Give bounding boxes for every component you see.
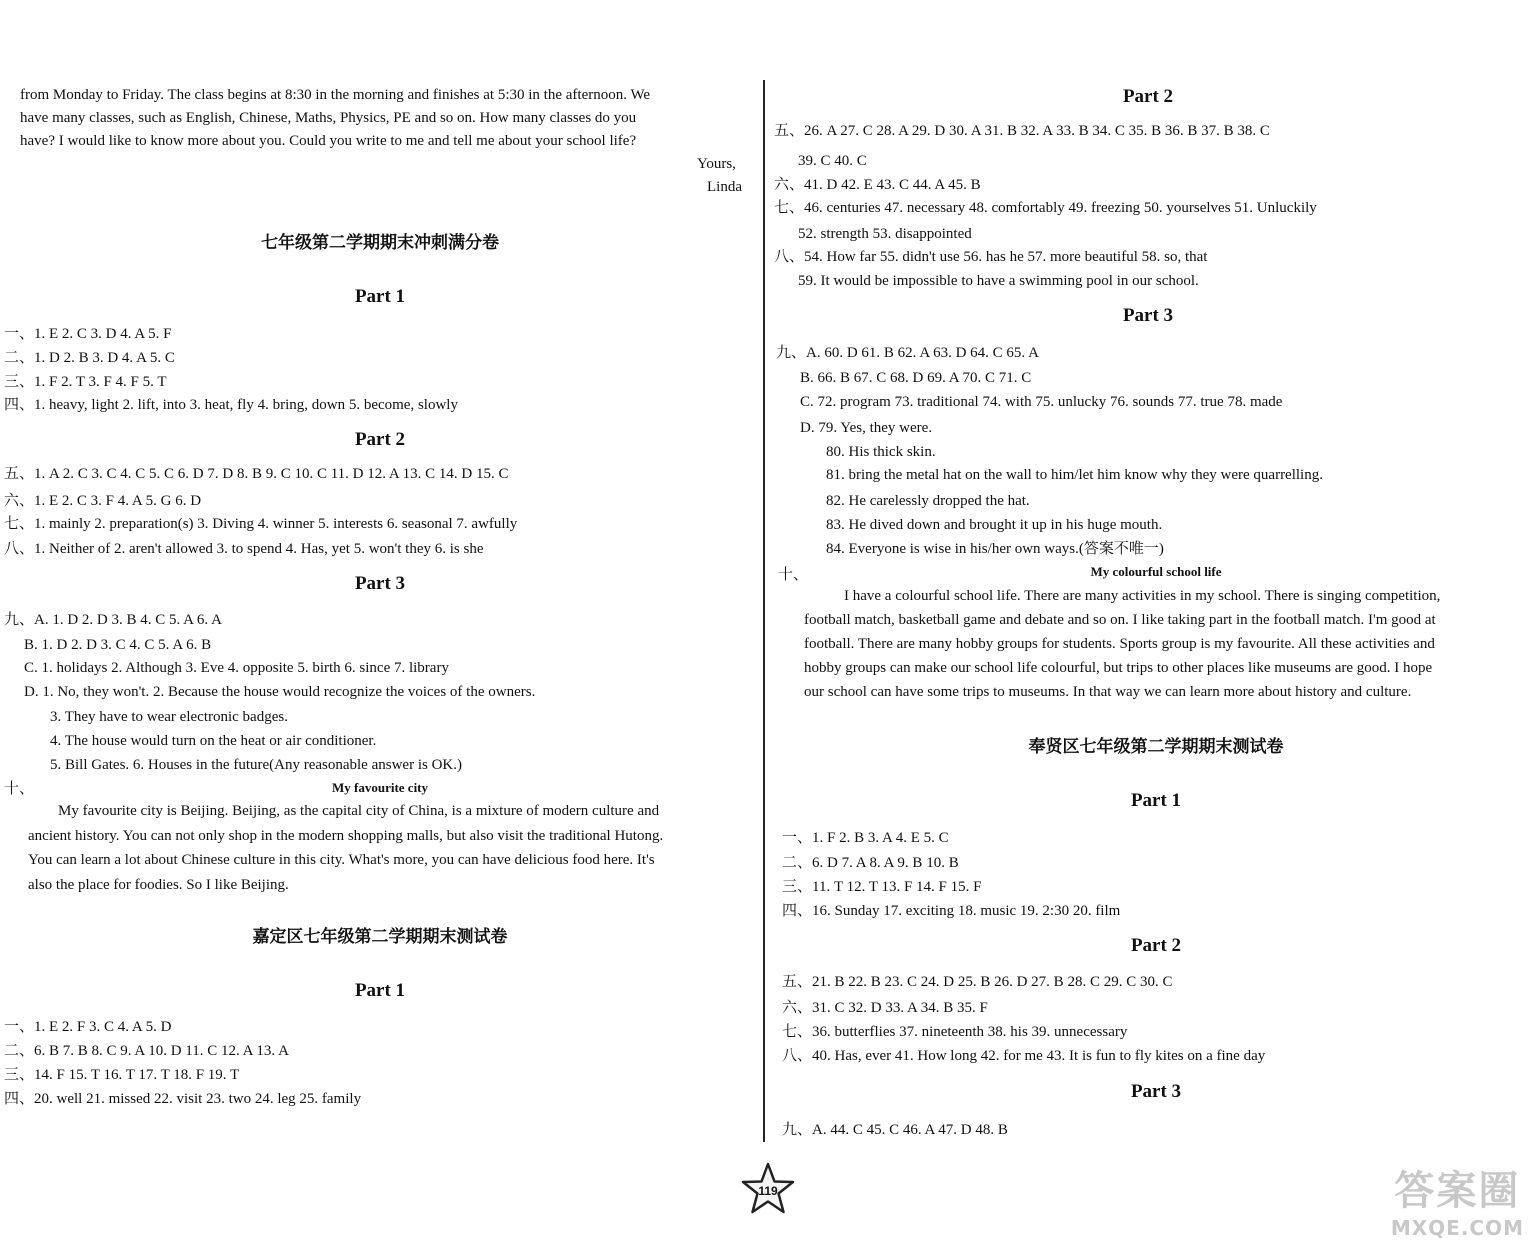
answer-line: 六、1. E 2. C 3. F 4. A 5. G 6. D xyxy=(4,493,202,509)
answer-line: 三、11. T 12. T 13. F 14. F 15. F xyxy=(782,879,982,895)
essay-line: football match, basketball game and debate and so on. I like taking part in the football match. I'm good at xyxy=(804,612,1436,628)
answer-line: 一、1. F 2. B 3. A 4. E 5. C xyxy=(782,830,949,846)
answer-line: 82. He carelessly dropped the hat. xyxy=(826,493,1030,509)
answer-line: 80. His thick skin. xyxy=(826,444,936,460)
test3-part1-heading: Part 1 xyxy=(1130,790,1182,811)
test1-part1-heading: Part 1 xyxy=(354,286,406,307)
answer-line: B. 1. D 2. D 3. C 4. C 5. A 6. B xyxy=(24,637,212,653)
essay-line: You can learn a lot about Chinese culture in this city. What's more, you can have delicious food here. It's xyxy=(28,852,655,868)
answer-line: 五、1. A 2. C 3. C 4. C 5. C 6. D 7. D 8. B 9. C 10. C 11. D 12. A 13. C 14. D 15. C xyxy=(4,466,509,482)
essay-marker: 十、 xyxy=(778,567,809,583)
test2-part1-heading: Part 1 xyxy=(354,980,406,1001)
essay-line: I have a colourful school life. There are many activities in my school. There is singing competition, xyxy=(844,588,1441,604)
answer-line: 59. It would be impossible to have a swimming pool in our school. xyxy=(798,273,1199,289)
answer-line: 四、20. well 21. missed 22. visit 23. two 24. leg 25. family xyxy=(4,1091,362,1107)
answer-line: 二、6. D 7. A 8. A 9. B 10. B xyxy=(782,855,959,871)
answer-line: 七、46. centuries 47. necessary 48. comfortably 49. freezing 50. yourselves 51. Unluckily xyxy=(774,200,1317,216)
answer-line: C. 72. program 73. traditional 74. with 75. unlucky 76. sounds 77. true 78. made xyxy=(800,394,1283,410)
answer-line: 84. Everyone is wise in his/her own ways.(答案不唯一) xyxy=(826,541,1164,557)
answer-line: 二、6. B 7. B 8. C 9. A 10. D 11. C 12. A 13. A xyxy=(4,1043,289,1059)
essay-marker: 十、 xyxy=(4,781,35,797)
answer-line: 五、26. A 27. C 28. A 29. D 30. A 31. B 32. A 33. B 34. C 35. B 36. B 37. B 38. C xyxy=(774,123,1270,139)
answer-line: 一、1. E 2. F 3. C 4. A 5. D xyxy=(4,1019,172,1035)
answer-line: 八、1. Neither of 2. aren't allowed 3. to spend 4. Has, yet 5. won't they 6. is she xyxy=(4,541,484,557)
column-divider xyxy=(763,80,765,1142)
letter-signature: Linda xyxy=(707,179,742,195)
watermark-main: 答案圈 xyxy=(1394,1168,1521,1214)
page-number-star-icon xyxy=(740,1162,796,1218)
answer-line: 四、16. Sunday 17. exciting 18. music 19. 2:30 20. film xyxy=(782,903,1121,919)
answer-line: 83. He dived down and brought it up in his huge mouth. xyxy=(826,517,1163,533)
answer-line: 九、A. 60. D 61. B 62. A 63. D 64. C 65. A xyxy=(776,345,1039,361)
essay-line: also the place for foodies. So I like Beijing. xyxy=(28,877,289,893)
essay-line: ancient history. You can not only shop in the modern shopping malls, but also visit the traditional Hutong. xyxy=(28,828,664,844)
answer-line: 81. bring the metal hat on the wall to him/let him know why they were quarrelling. xyxy=(826,467,1323,483)
right-part2-heading: Part 2 xyxy=(1122,86,1174,107)
answer-line: 5. Bill Gates. 6. Houses in the future(Any reasonable answer is OK.) xyxy=(50,757,462,773)
essay-title: My favourite city xyxy=(331,780,429,795)
answer-line: 3. They have to wear electronic badges. xyxy=(50,709,288,725)
letter-closing: Yours, xyxy=(697,156,736,172)
test3-part3-heading: Part 3 xyxy=(1130,1081,1182,1102)
test2-title: 嘉定区七年级第二学期期末测试卷 xyxy=(252,927,508,947)
answer-line: 七、36. butterflies 37. nineteenth 38. his 39. unnecessary xyxy=(782,1024,1128,1040)
test1-title: 七年级第二学期期末冲刺满分卷 xyxy=(261,233,499,253)
intro-line: have many classes, such as English, Chinese, Maths, Physics, PE and so on. How many classes do you xyxy=(20,110,637,126)
watermark-url: MXQE.COM xyxy=(1390,1216,1524,1240)
right-part3-heading: Part 3 xyxy=(1122,305,1174,326)
answer-line: 五、21. B 22. B 23. C 24. D 25. B 26. D 27. B 28. C 29. C 30. C xyxy=(782,974,1173,990)
test3-part2-heading: Part 2 xyxy=(1130,935,1182,956)
intro-line: from Monday to Friday. The class begins at 8:30 in the morning and finishes at 5:30 in the afternoon. We xyxy=(20,87,651,103)
essay-line: our school can have some trips to museums. In that way we can learn more about history and culture. xyxy=(804,684,1412,700)
answer-line: 39. C 40. C xyxy=(798,153,867,169)
essay-line: football. There are many hobby groups for students. Sports group is my favourite. All these activities and xyxy=(804,636,1435,652)
answer-line: 八、40. Has, ever 41. How long 42. for me 43. It is fun to fly kites on a fine day xyxy=(782,1048,1266,1064)
answer-line: 一、1. E 2. C 3. D 4. A 5. F xyxy=(4,326,172,342)
answer-line: 三、1. F 2. T 3. F 4. F 5. T xyxy=(4,374,167,390)
answer-line: 4. The house would turn on the heat or air conditioner. xyxy=(50,733,377,749)
answer-line: 九、A. 1. D 2. D 3. B 4. C 5. A 6. A xyxy=(4,612,222,628)
answer-line: 四、1. heavy, light 2. lift, into 3. heat, fly 4. bring, down 5. become, slowly xyxy=(4,397,458,413)
essay-line: hobby groups can make our school life colourful, but trips to other places like museums are good. I hope xyxy=(804,660,1433,676)
answer-line: 52. strength 53. disappointed xyxy=(798,226,972,242)
essay-line: My favourite city is Beijing. Beijing, as the capital city of China, is a mixture of modern culture and xyxy=(58,803,660,819)
answer-line: B. 66. B 67. C 68. D 69. A 70. C 71. C xyxy=(800,370,1032,386)
test3-title: 奉贤区七年级第二学期期末测试卷 xyxy=(1028,737,1284,757)
intro-line: have? I would like to know more about you. Could you write to me and tell me about your school life? xyxy=(20,133,637,149)
answer-line: 六、31. C 32. D 33. A 34. B 35. F xyxy=(782,1000,988,1016)
answer-line: C. 1. holidays 2. Although 3. Eve 4. opposite 5. birth 6. since 7. library xyxy=(24,660,449,676)
answer-line: 八、54. How far 55. didn't use 56. has he 57. more beautiful 58. so, that xyxy=(774,249,1208,265)
test1-part2-heading: Part 2 xyxy=(354,429,406,450)
answer-line: D. 1. No, they won't. 2. Because the house would recognize the voices of the owners. xyxy=(24,684,536,700)
test1-part3-heading: Part 3 xyxy=(354,573,406,594)
answer-line: 六、41. D 42. E 43. C 44. A 45. B xyxy=(774,177,981,193)
answer-line: 七、1. mainly 2. preparation(s) 3. Diving 4. winner 5. interests 6. seasonal 7. awfully xyxy=(4,516,518,532)
watermark xyxy=(1391,1159,1524,1240)
answer-line: 三、14. F 15. T 16. T 17. T 18. F 19. T xyxy=(4,1067,240,1083)
answer-line: 二、1. D 2. B 3. D 4. A 5. C xyxy=(4,350,175,366)
answer-line: 九、A. 44. C 45. C 46. A 47. D 48. B xyxy=(782,1122,1008,1138)
answer-line: D. 79. Yes, they were. xyxy=(800,420,933,436)
page-number: 119 xyxy=(758,1184,778,1198)
essay-title: My colourful school life xyxy=(1090,564,1222,579)
